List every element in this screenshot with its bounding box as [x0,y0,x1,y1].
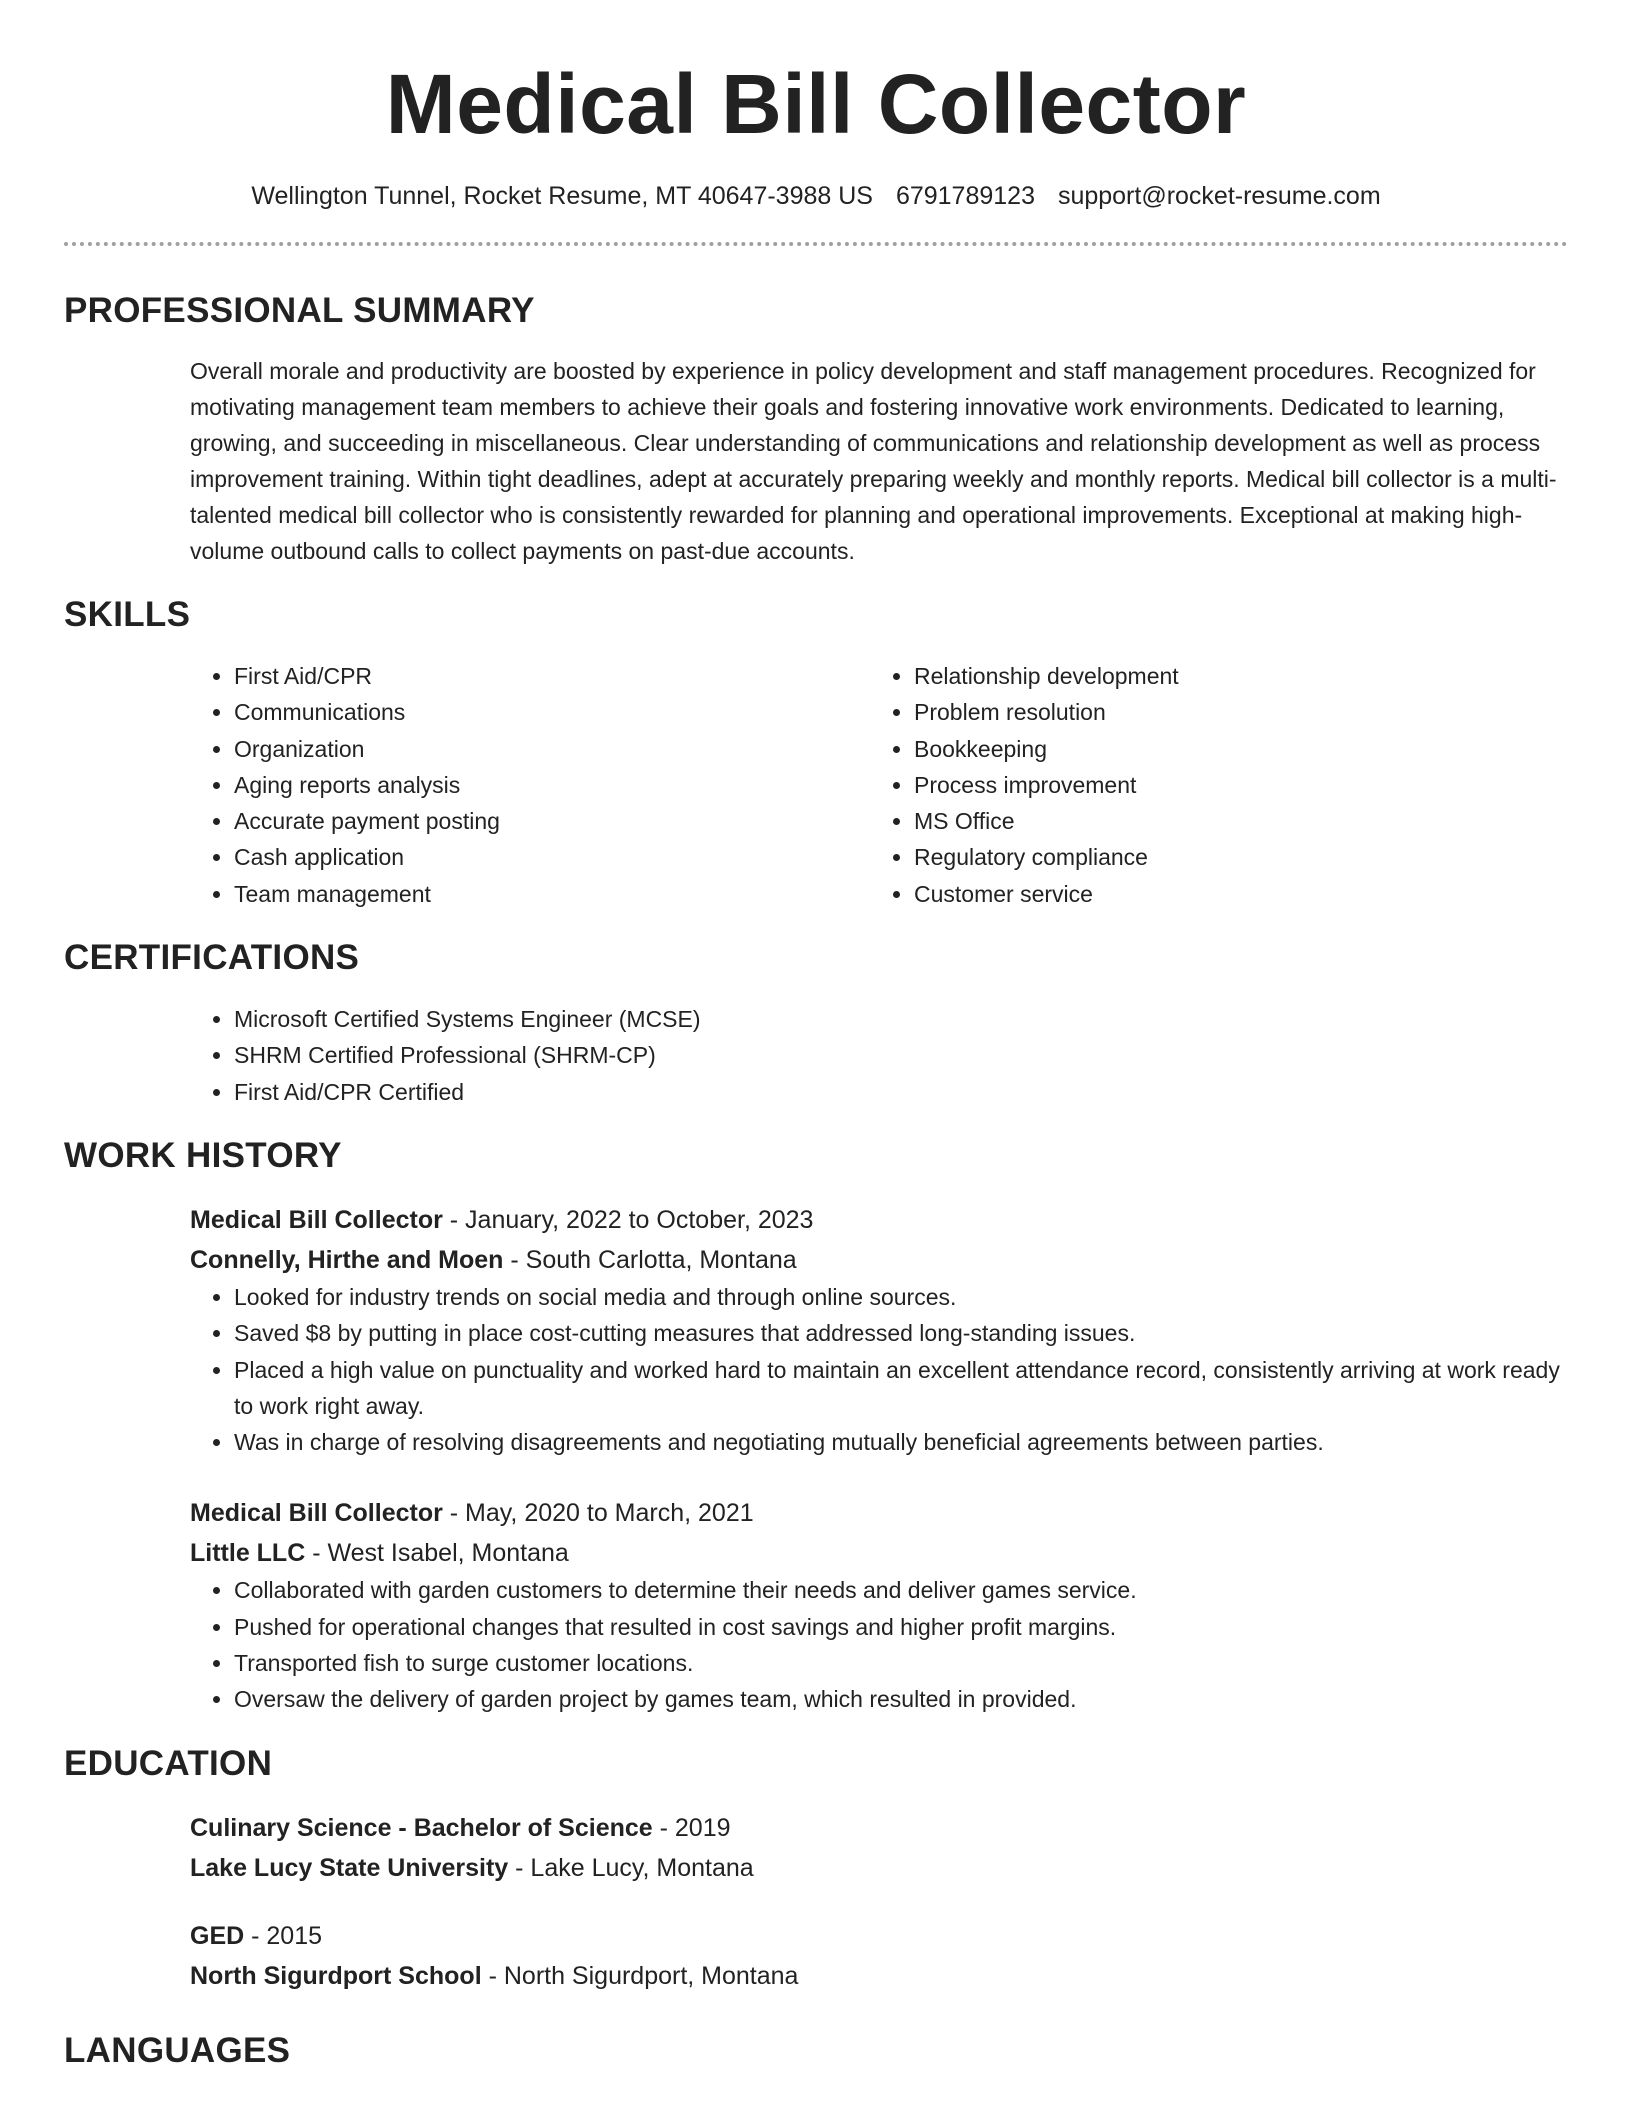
contact-email: support@rocket-resume.com [1057,182,1381,210]
section-title-certifications: CERTIFICATIONS [64,938,360,978]
skills-list [190,658,1568,912]
certifications-list [190,1001,1568,1110]
skill-item: • Accurate payment posting [234,803,870,839]
job-bullet: • Collaborated with garden customers to determine their needs and deliver games service. [234,1572,1568,1608]
section-title-education: EDUCATION [64,1743,273,1783]
skill-item: • Aging reports analysis [234,767,870,803]
job-bullets [190,1279,1568,1460]
job-location: - South Carlotta, Montana [503,1245,797,1274]
job-entry [190,1494,1568,1717]
contact-line [64,180,1568,212]
education-location: - Lake Lucy, Montana [508,1853,754,1882]
skill-item: • MS Office [914,803,1550,839]
education-year: - 2019 [652,1813,731,1842]
resume-page [64,0,1568,2073]
education-school-line [190,1849,1568,1887]
job-title-line [190,1201,1568,1239]
education-entry [190,1917,1568,1995]
job-dates: - January, 2022 to October, 2023 [442,1205,814,1234]
job-role: Medical Bill Collector [190,1499,443,1528]
job-bullet: • Was in charge of resolving disagreements and negotiating mutually beneficial agreements between parties. [234,1424,1568,1460]
job-bullet: • Saved $8 by putting in place cost-cutting measures that addressed long-standing issues. [234,1315,1568,1351]
skill-item: • Relationship development [914,658,1550,694]
job-entry [190,1201,1568,1460]
section-title-languages: LANGUAGES [64,2030,291,2070]
certification-item: • Microsoft Certified Systems Engineer (MCSE) [234,1001,1568,1037]
job-location: - West Isabel, Montana [305,1539,569,1568]
skills-column-left [190,658,870,912]
job-bullet: • Oversaw the delivery of garden project by games team, which resulted in provided. [234,1681,1568,1717]
header-divider [64,242,1568,246]
skill-item: • Cash application [234,839,870,875]
skill-item: • Problem resolution [914,694,1550,730]
job-company-line [190,1534,1568,1572]
certification-item: • SHRM Certified Professional (SHRM-CP) [234,1037,1568,1073]
job-company-line [190,1241,1568,1279]
skill-item: • Process improvement [914,767,1550,803]
education-location: - North Sigurdport, Montana [481,1961,799,1990]
skill-item: • First Aid/CPR [234,658,870,694]
education-year: - 2015 [244,1921,323,1950]
education-school-line [190,1957,1568,1995]
skill-item: • Customer service [914,876,1550,912]
education-degree: Culinary Science - Bachelor of Science [190,1813,653,1842]
job-role: Medical Bill Collector [190,1205,443,1234]
job-bullet: • Pushed for operational changes that resulted in cost savings and higher profit margins. [234,1609,1568,1645]
education-degree-line [190,1917,1568,1955]
section-title-skills: SKILLS [64,595,191,634]
skill-item: • Communications [234,694,870,730]
job-bullet: • Looked for industry trends on social media and through online sources. [234,1279,1568,1315]
skill-item: • Team management [234,876,870,912]
job-company: Little LLC [190,1539,306,1568]
job-title-line [190,1494,1568,1532]
job-dates: - May, 2020 to March, 2021 [442,1499,754,1528]
skill-item: • Regulatory compliance [914,839,1550,875]
skill-item: • Bookkeeping [914,731,1550,767]
education-school: North Sigurdport School [190,1961,482,1990]
skills-column-right [870,658,1550,912]
section-title-work-history: WORK HISTORY [64,1135,342,1175]
contact-address: Wellington Tunnel, Rocket Resume, MT 40647-3988 US [251,182,873,210]
summary-text: Overall morale and productivity are boosted by experience in policy development and staff management procedures. Recognized for motivating management team members to achieve their goals and fostering innovative work environments. Dedicated to learning, growing, and succeeding in miscellaneous. Clear understanding of communications and relationship development as well as process improvement training. Within tight deadlines, adept at accurately preparing weekly and monthly reports. Medical bill collector is a multi-talented medical bill collector who is consistently rewarded for planning and operational improvements. Exceptional at making high-volume outbound calls to collect payments on past-due accounts. [190,358,1557,564]
education-entry [190,1809,1568,1887]
job-bullets [190,1572,1568,1717]
section-title-summary: PROFESSIONAL SUMMARY [64,291,535,330]
job-bullet: • Transported fish to surge customer locations. [234,1645,1568,1681]
job-bullet: • Placed a high value on punctuality and worked hard to maintain an excellent attendance record, consistently arriving at work ready to work right away. [234,1352,1568,1425]
candidate-name: Medical Bill Collector [385,57,1247,151]
skill-item: • Organization [234,731,870,767]
education-school: Lake Lucy State University [190,1853,509,1882]
contact-phone: 6791789123 [895,182,1035,210]
education-degree-line [190,1809,1568,1847]
education-degree: GED [190,1921,245,1950]
certification-item: • First Aid/CPR Certified [234,1074,1568,1110]
job-company: Connelly, Hirthe and Moen [190,1245,504,1274]
